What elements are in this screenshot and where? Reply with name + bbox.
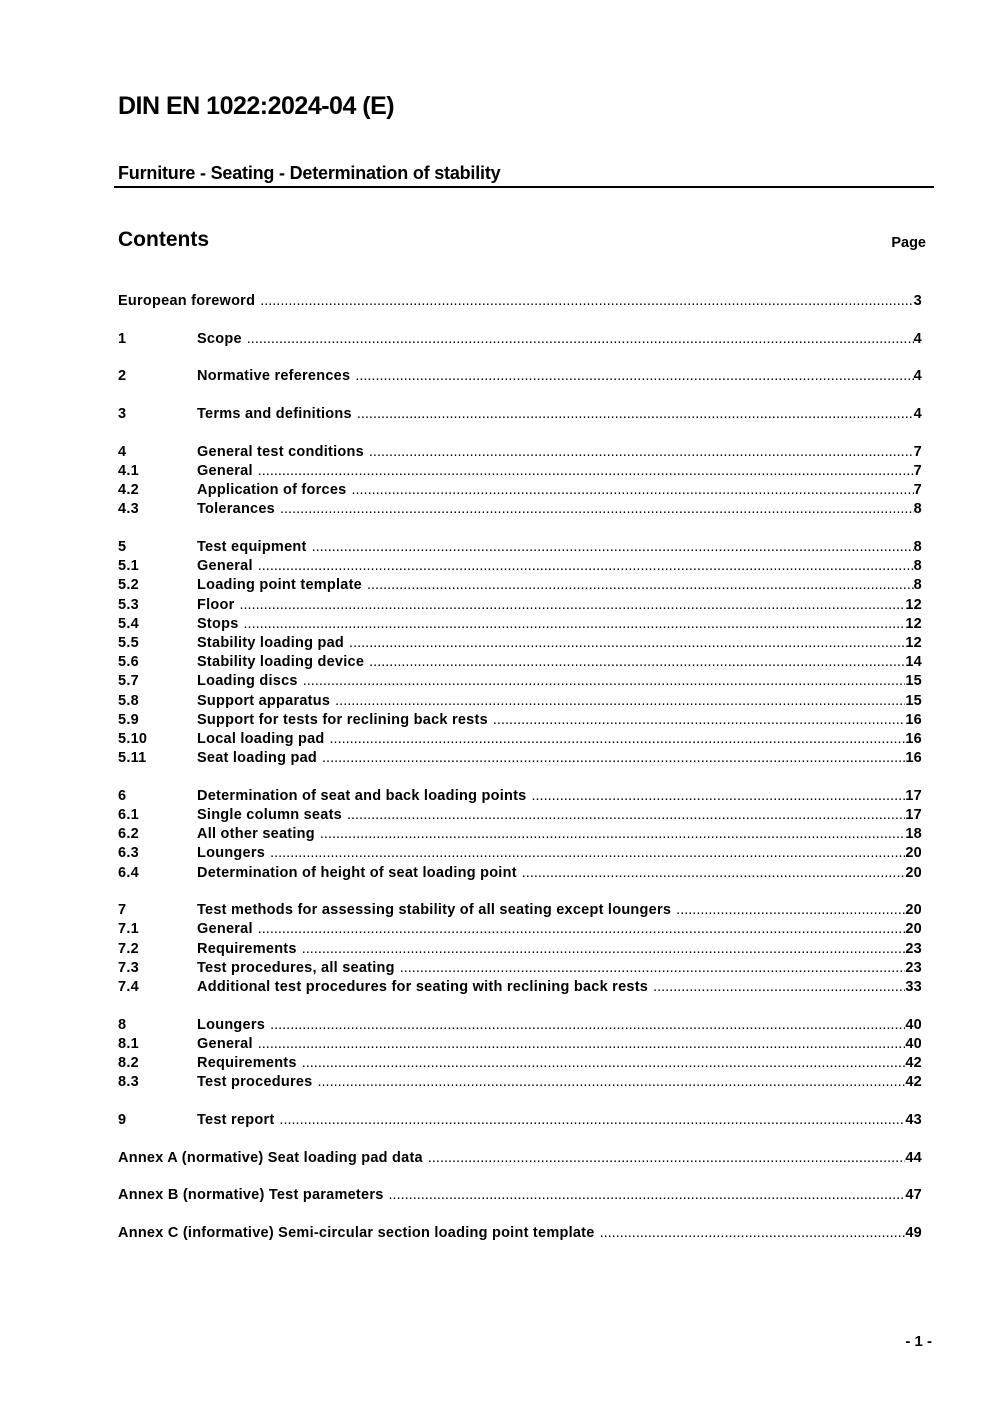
toc-entry[interactable] <box>118 1017 922 1036</box>
toc-entry-title: Loungers <box>197 845 266 862</box>
toc-entry-number: 7 <box>118 902 127 919</box>
toc-dot-leader <box>330 731 906 747</box>
toc-entry-number: 8.2 <box>118 1055 139 1071</box>
toc-entry-title: Stability loading device <box>197 654 365 671</box>
toc-dot-leader <box>335 693 905 709</box>
toc-dot-leader <box>302 1055 906 1071</box>
toc-entry-title: Seat loading pad <box>197 750 318 767</box>
toc-entry-page: 12 <box>905 615 922 632</box>
toc-entry-page: 7 <box>913 443 922 460</box>
toc-group <box>118 1225 922 1244</box>
toc-entry-page: 18 <box>905 826 922 843</box>
toc-entry-number: 1 <box>118 330 127 347</box>
table-of-contents <box>118 293 922 1263</box>
toc-entry-page: 40 <box>905 1016 922 1033</box>
toc-group <box>118 1187 922 1206</box>
toc-entry[interactable] <box>118 539 922 558</box>
toc-entry-title: Single column seats <box>197 806 342 823</box>
toc-entry-page: 4 <box>913 330 922 347</box>
toc-entry-title: Test report <box>197 1111 275 1128</box>
toc-dot-leader <box>522 865 906 881</box>
toc-entry-number: 8.1 <box>118 1035 139 1052</box>
toc-entry[interactable] <box>118 331 922 350</box>
toc-entry-number: 7.1 <box>118 921 139 938</box>
toc-entry-page: 17 <box>905 787 922 804</box>
toc-entry-number: 5.2 <box>118 577 139 594</box>
toc-entry-page: 7 <box>913 462 922 479</box>
toc-dot-leader <box>389 1187 906 1203</box>
toc-dot-leader <box>312 539 914 555</box>
toc-entry[interactable] <box>118 865 922 884</box>
toc-entry-title: Stability loading pad <box>197 634 345 651</box>
toc-entry[interactable] <box>118 616 922 635</box>
toc-entry-number: 7.2 <box>118 940 139 957</box>
toc-entry-page: 12 <box>905 634 922 651</box>
toc-entry-page: 4 <box>913 406 922 423</box>
toc-entry-number: 8 <box>118 1016 127 1033</box>
toc-dot-leader <box>357 406 914 422</box>
toc-entry-title: Determination of height of seat loading point <box>197 864 517 881</box>
toc-entry-title: General <box>197 462 253 479</box>
toc-entry-number: 5.5 <box>118 634 139 651</box>
toc-entry[interactable] <box>118 501 922 520</box>
toc-entry-title: Test procedures <box>197 1074 313 1091</box>
toc-entry-title: General <box>197 921 253 938</box>
toc-entry-title: European foreword <box>118 293 256 309</box>
toc-entry-page: 42 <box>905 1074 922 1091</box>
toc-entry-number: 7.3 <box>118 959 139 976</box>
toc-entry[interactable] <box>118 788 922 807</box>
toc-entry-page: 23 <box>905 959 922 976</box>
toc-entry[interactable] <box>118 845 922 864</box>
toc-dot-leader <box>369 444 914 460</box>
toc-dot-leader <box>279 1112 905 1128</box>
toc-entry-page: 17 <box>905 806 922 823</box>
toc-entry-number: 6.1 <box>118 806 139 823</box>
toc-entry[interactable] <box>118 444 922 463</box>
toc-entry-number: 3 <box>118 406 127 423</box>
toc-entry-title: Application of forces <box>197 482 347 499</box>
toc-group <box>118 1017 922 1094</box>
toc-entry-number: 6.3 <box>118 845 139 862</box>
toc-entry[interactable] <box>118 1225 922 1244</box>
toc-entry-page: 20 <box>905 921 922 938</box>
toc-entry-title: Terms and definitions <box>197 406 352 423</box>
toc-entry-number: 5.8 <box>118 692 139 709</box>
toc-dot-leader <box>322 750 905 766</box>
toc-entry-page: 40 <box>905 1035 922 1052</box>
toc-entry-number: 5.9 <box>118 711 139 728</box>
toc-entry-title: Loading point template <box>197 577 362 594</box>
toc-entry-number: 6 <box>118 787 127 804</box>
toc-entry[interactable] <box>118 654 922 673</box>
toc-group <box>118 902 922 998</box>
toc-entry-number: 5.4 <box>118 615 139 632</box>
toc-entry[interactable] <box>118 558 922 577</box>
toc-dot-leader <box>258 1036 906 1052</box>
toc-entry[interactable] <box>118 941 922 960</box>
toc-dot-leader <box>247 331 914 347</box>
toc-entry[interactable] <box>118 673 922 692</box>
toc-dot-leader <box>653 979 905 995</box>
toc-entry-page: 15 <box>905 673 922 690</box>
toc-entry-title: General <box>197 1035 253 1052</box>
toc-dot-leader <box>400 960 906 976</box>
toc-group <box>118 293 922 312</box>
toc-entry-title: Requirements <box>197 1055 297 1071</box>
toc-entry-page: 15 <box>905 692 922 709</box>
toc-entry-title: All other seating <box>197 826 315 843</box>
toc-dot-leader <box>351 482 913 498</box>
toc-entry-number: 6.4 <box>118 864 139 881</box>
toc-entry-page: 44 <box>905 1149 922 1166</box>
toc-dot-leader <box>240 597 906 613</box>
toc-group <box>118 368 922 387</box>
toc-entry[interactable] <box>118 979 922 998</box>
toc-entry-title: Scope <box>197 330 242 347</box>
toc-dot-leader <box>428 1150 906 1166</box>
toc-group <box>118 444 922 521</box>
toc-dot-leader <box>493 712 905 728</box>
toc-entry-page: 42 <box>905 1055 922 1071</box>
toc-dot-leader <box>303 673 906 689</box>
toc-dot-leader <box>270 1017 905 1033</box>
toc-entry-page: 7 <box>913 482 922 499</box>
toc-entry-page: 16 <box>905 750 922 767</box>
toc-entry-page: 16 <box>905 730 922 747</box>
toc-entry-title: Test equipment <box>197 539 307 555</box>
toc-entry-title: Loungers <box>197 1016 266 1033</box>
page-column-label: Page <box>891 235 926 251</box>
toc-group <box>118 331 922 350</box>
toc-entry-page: 20 <box>905 845 922 862</box>
toc-entry-page: 16 <box>905 711 922 728</box>
toc-entry-page: 8 <box>913 539 922 555</box>
toc-entry-title: Test methods for assessing stability of all seating except loungers <box>197 902 672 919</box>
toc-entry-number: 5.3 <box>118 596 139 613</box>
toc-dot-leader <box>320 826 906 842</box>
toc-dot-leader <box>258 463 914 479</box>
toc-entry[interactable] <box>118 1112 922 1131</box>
toc-group <box>118 539 922 769</box>
toc-entry[interactable] <box>118 960 922 979</box>
toc-entry-page: 20 <box>905 864 922 881</box>
toc-entry-title: Determination of seat and back loading points <box>197 787 527 804</box>
toc-entry[interactable] <box>118 1074 922 1093</box>
toc-dot-leader <box>270 845 905 861</box>
toc-entry-number: 5.7 <box>118 673 139 690</box>
toc-entry-number: 5.6 <box>118 654 139 671</box>
toc-entry-number: 4.3 <box>118 501 139 518</box>
toc-entry[interactable] <box>118 921 922 940</box>
document-title: DIN EN 1022:2024-04 (E) <box>118 92 395 120</box>
toc-dot-leader <box>532 788 906 804</box>
toc-entry[interactable] <box>118 635 922 654</box>
toc-entry-page: 8 <box>913 558 922 575</box>
toc-entry[interactable] <box>118 807 922 826</box>
toc-entry-title: Tolerances <box>197 501 275 518</box>
toc-dot-leader <box>367 577 914 593</box>
toc-entry-number: 2 <box>118 368 127 385</box>
toc-entry[interactable] <box>118 368 922 387</box>
toc-entry[interactable] <box>118 1187 922 1206</box>
toc-entry-number: 4 <box>118 443 127 460</box>
document-subtitle: Furniture - Seating - Determination of stability <box>118 163 501 183</box>
toc-entry-number: 4.1 <box>118 462 139 479</box>
toc-entry-number: 9 <box>118 1111 127 1128</box>
toc-entry-page: 4 <box>913 368 922 385</box>
toc-entry[interactable] <box>118 750 922 769</box>
toc-entry-title: Support apparatus <box>197 692 331 709</box>
toc-entry-title: Additional test procedures for seating with reclining back rests <box>197 978 649 995</box>
toc-entry-number: 5.1 <box>118 558 139 575</box>
toc-entry-number: 5.11 <box>118 750 147 767</box>
toc-dot-leader <box>258 921 906 937</box>
toc-entry[interactable] <box>118 1150 922 1169</box>
toc-entry-number: 4.2 <box>118 482 139 499</box>
toc-dot-leader <box>369 654 905 670</box>
toc-entry-page: 47 <box>905 1187 922 1204</box>
toc-entry-page: 33 <box>905 978 922 995</box>
toc-entry-title: Loading discs <box>197 673 298 690</box>
toc-entry-page: 23 <box>905 940 922 957</box>
toc-entry[interactable] <box>118 731 922 750</box>
toc-entry-page: 43 <box>905 1111 922 1128</box>
toc-entry[interactable] <box>118 597 922 616</box>
toc-entry-number: 7.4 <box>118 978 139 995</box>
toc-entry-page: 20 <box>905 902 922 919</box>
toc-entry-title: Test procedures, all seating <box>197 959 395 976</box>
toc-entry-page: 14 <box>905 654 922 671</box>
toc-group <box>118 1112 922 1131</box>
toc-entry-title: Stops <box>197 615 239 632</box>
toc-dot-leader <box>280 501 914 517</box>
toc-entry-title: Support for tests for reclining back rests <box>197 711 488 728</box>
toc-dot-leader <box>676 902 905 918</box>
toc-dot-leader <box>258 558 914 574</box>
toc-entry[interactable] <box>118 712 922 731</box>
toc-entry-title: Annex B (normative) Test parameters <box>118 1187 384 1204</box>
toc-entry[interactable] <box>118 902 922 921</box>
toc-entry-page: 8 <box>913 577 922 594</box>
toc-entry-title: Local loading pad <box>197 730 325 747</box>
toc-dot-leader <box>318 1074 906 1090</box>
toc-entry[interactable] <box>118 693 922 712</box>
toc-entry[interactable] <box>118 1055 922 1074</box>
toc-entry[interactable] <box>118 1036 922 1055</box>
footer-page-number: - 1 - <box>905 1333 932 1350</box>
toc-group <box>118 406 922 425</box>
toc-entry[interactable] <box>118 577 922 596</box>
toc-entry-page: 12 <box>905 596 922 613</box>
toc-dot-leader <box>347 807 905 823</box>
toc-dot-leader <box>302 941 906 957</box>
toc-entry[interactable] <box>118 406 922 425</box>
toc-entry-title: Floor <box>197 596 235 613</box>
toc-entry-number: 6.2 <box>118 826 139 843</box>
toc-entry[interactable] <box>118 826 922 845</box>
contents-heading: Contents <box>118 228 209 251</box>
toc-entry-title: Annex A (normative) Seat loading pad data <box>118 1149 423 1166</box>
toc-entry-title: Requirements <box>197 940 297 957</box>
toc-entry-number: 5.10 <box>118 730 148 747</box>
toc-entry-title: General <box>197 558 253 575</box>
toc-group <box>118 788 922 884</box>
toc-entry-number: 8.3 <box>118 1074 139 1091</box>
toc-entry-title: Annex C (informative) Semi-circular section loading point template <box>118 1224 595 1241</box>
toc-entry-number: 5 <box>118 539 127 555</box>
toc-entry-page: 3 <box>913 293 922 309</box>
toc-entry[interactable] <box>118 482 922 501</box>
toc-entry-title: General test conditions <box>197 443 364 460</box>
toc-entry[interactable] <box>118 463 922 482</box>
toc-group <box>118 1150 922 1169</box>
toc-dot-leader <box>355 368 913 384</box>
title-divider <box>114 186 934 188</box>
toc-entry[interactable] <box>118 293 922 312</box>
toc-entry-page: 49 <box>905 1224 922 1241</box>
toc-entry-title: Normative references <box>197 368 351 385</box>
toc-dot-leader <box>600 1225 906 1241</box>
toc-entry-page: 8 <box>913 501 922 518</box>
toc-dot-leader <box>244 616 906 632</box>
toc-dot-leader <box>349 635 905 651</box>
toc-dot-leader <box>260 293 913 309</box>
